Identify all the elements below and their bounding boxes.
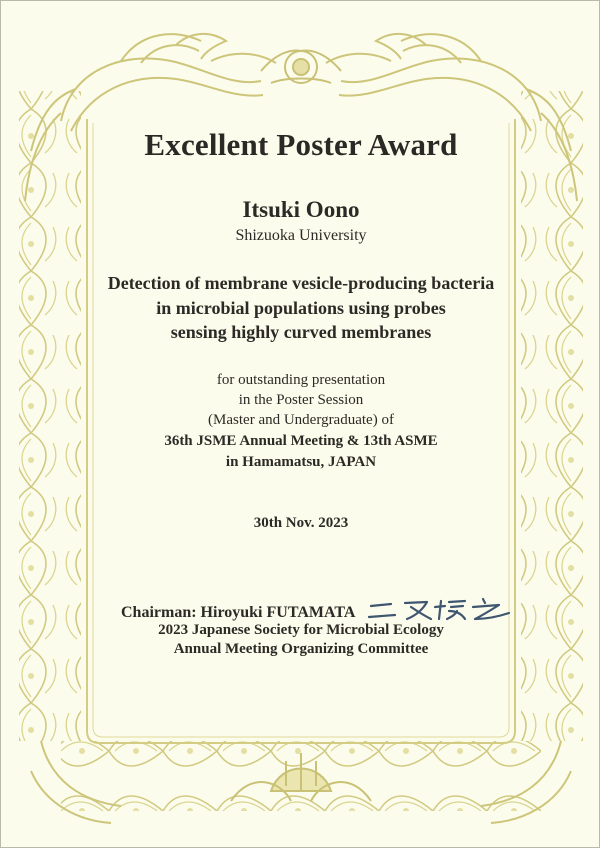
chairman-name: Chairman: Hiroyuki FUTAMATA (121, 603, 356, 621)
poster-title-line: Detection of membrane vesicle-producing bacteria (107, 273, 495, 293)
award-reason-line: 36th JSME Annual Meeting & 13th ASME (164, 433, 438, 449)
organization-line: 2023 Japanese Society for Microbial Ecology (158, 622, 444, 638)
chairman-row (121, 597, 515, 621)
award-reason-line: (Master and Undergraduate) of (208, 412, 394, 428)
recipient-name: Itsuki Oono (242, 197, 360, 222)
poster-title-line: sensing highly curved membranes (170, 322, 432, 342)
award-date: 30th Nov. 2023 (253, 515, 349, 531)
poster-title-line: in microbial populations using probes (156, 298, 446, 318)
award-reason-line: in the Poster Session (238, 392, 364, 408)
award-title: Excellent Poster Award (144, 127, 458, 162)
award-reason-line: for outstanding presentation (216, 372, 386, 388)
organization-line: Annual Meeting Organizing Committee (173, 641, 429, 657)
award-reason-line: in Hamamatsu, JAPAN (225, 454, 377, 470)
recipient-affiliation: Shizuoka University (235, 227, 367, 244)
